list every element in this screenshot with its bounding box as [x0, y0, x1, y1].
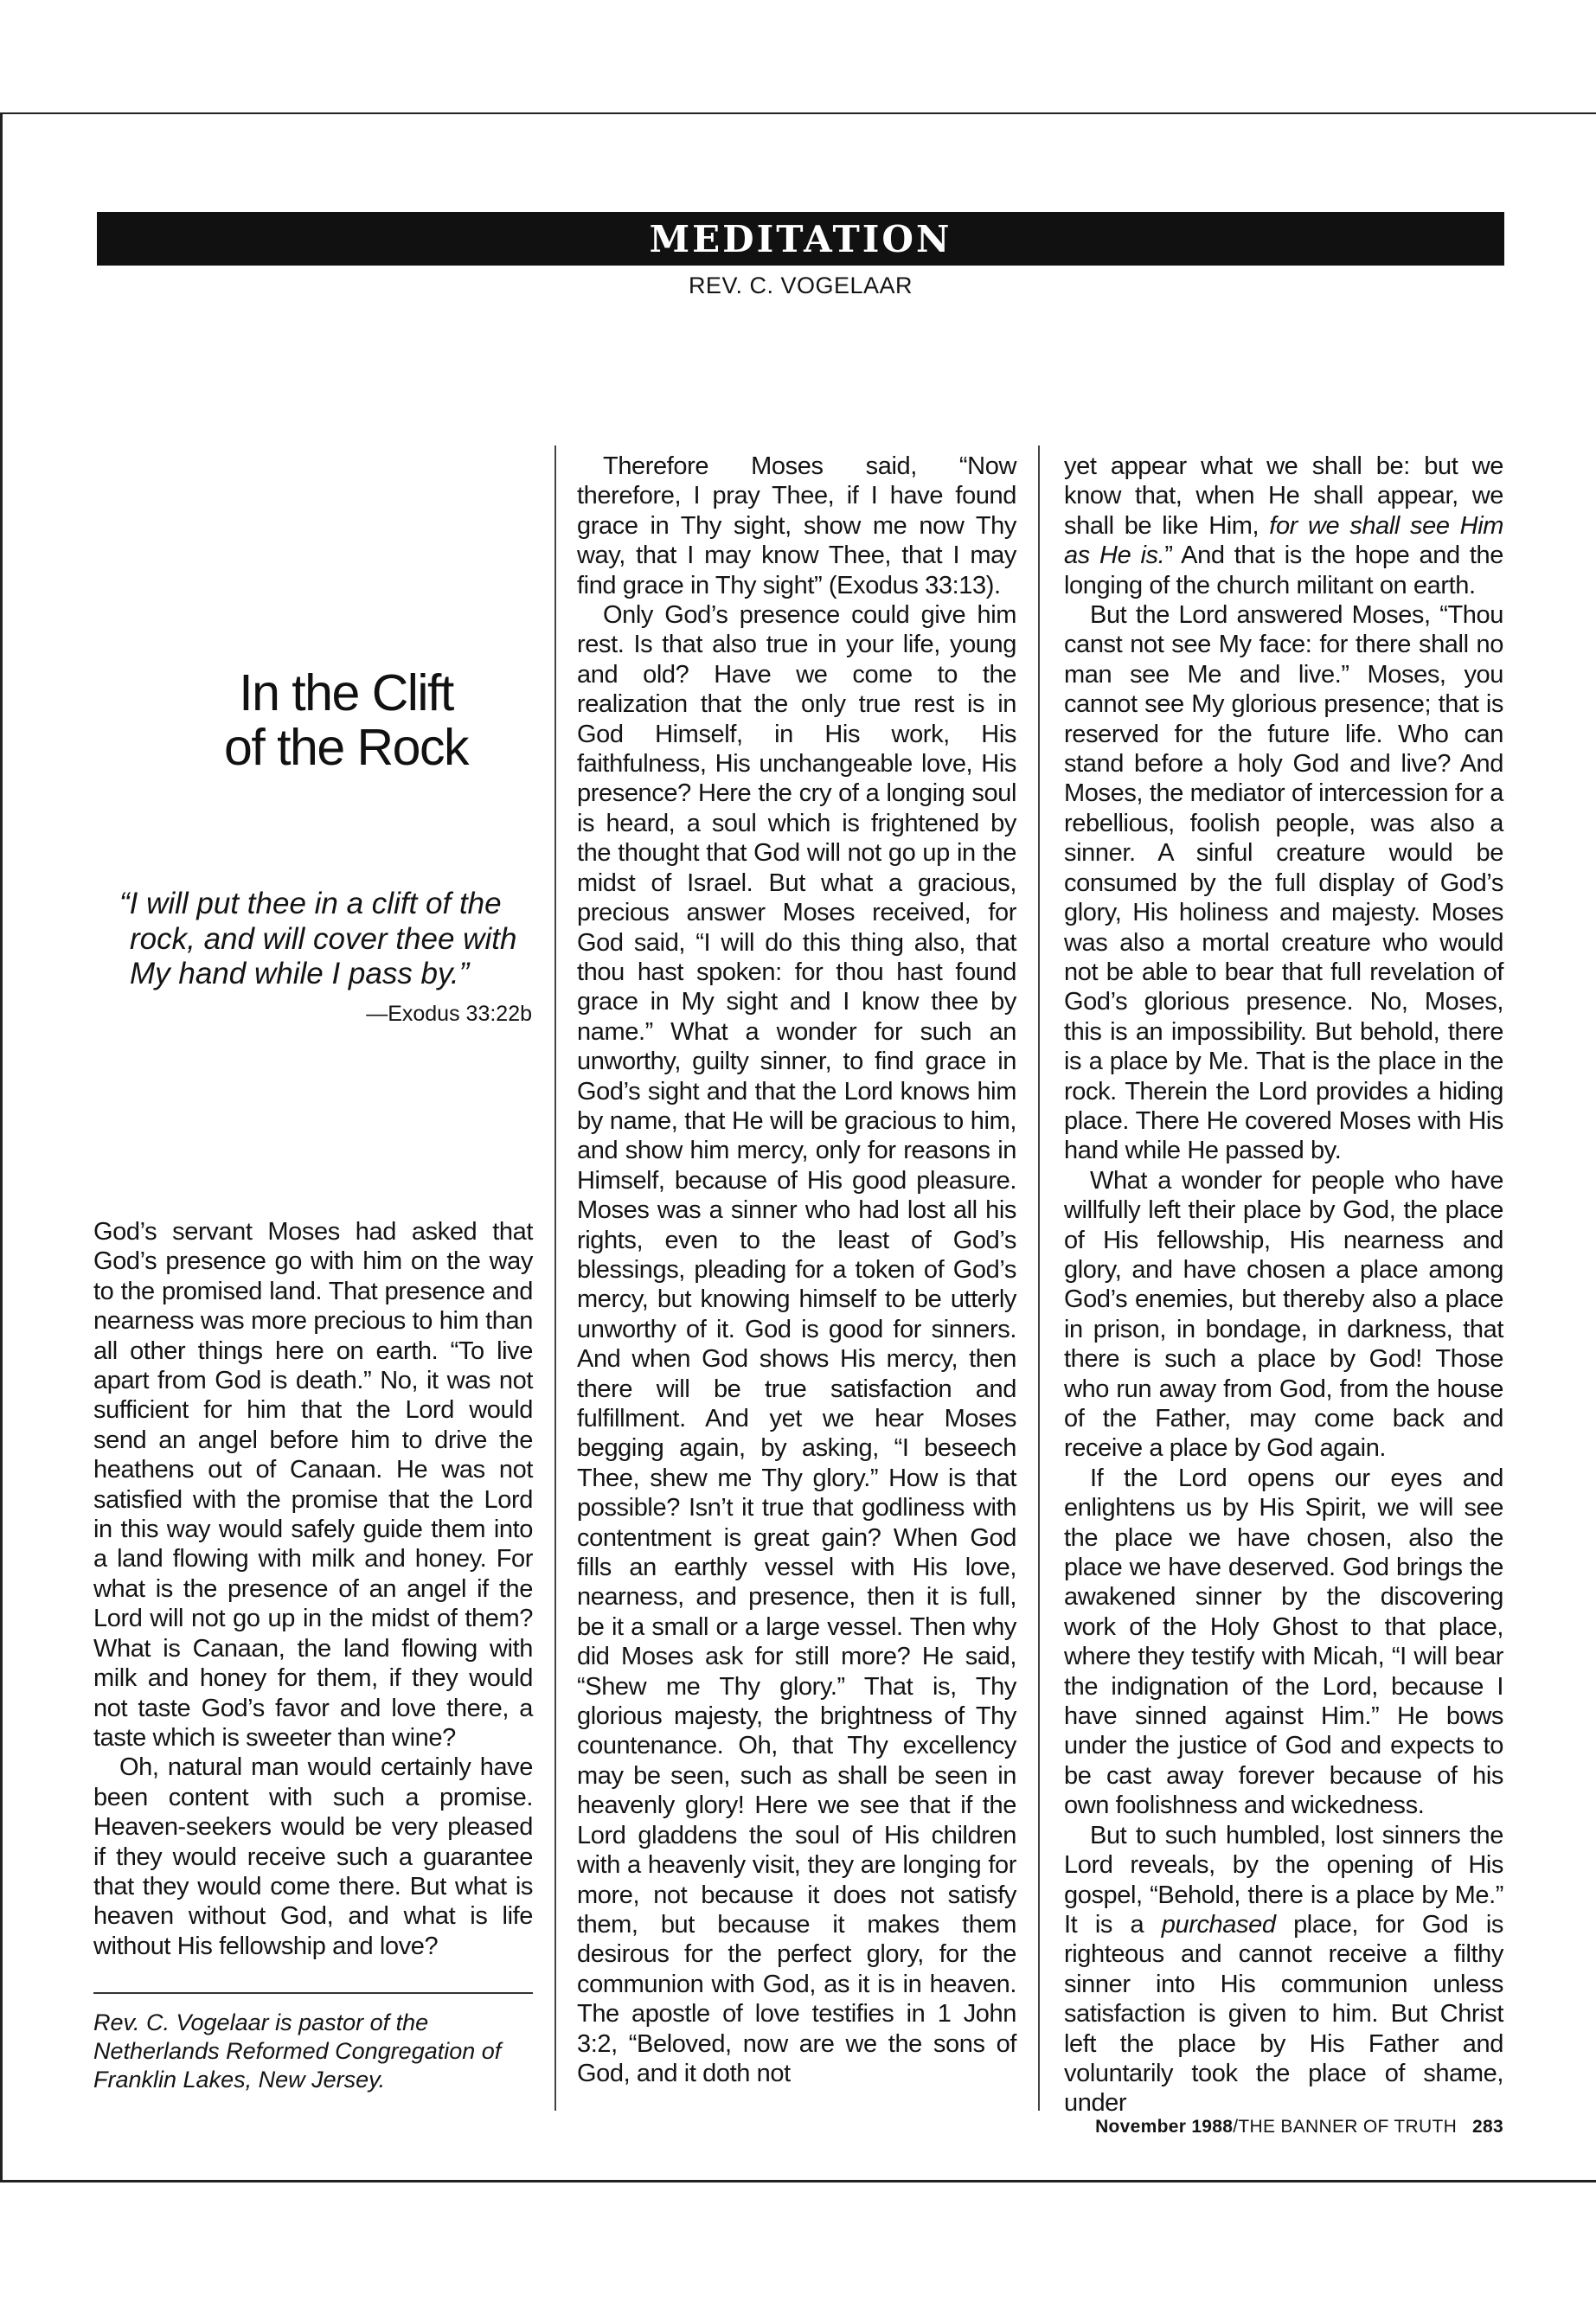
- article-title: [121, 666, 571, 775]
- column-divider: [554, 445, 556, 2111]
- text-run: But to such humbled, lost sinners the Lord reveals, by the opening of His gospel, “Behold, there is a place by Me.” It is a: [1064, 1821, 1503, 1939]
- footer-publication: THE BANNER OF TRUTH: [1238, 2117, 1458, 2137]
- paragraph: But the Lord answered Moses, “Thou canst not see My face: for there shall no man see Me and live.” Moses, you cannot see My glorious presence; that is reserved for the future life. Who can stand before a holy God and live? And Moses, the mediator of intercession for a rebellious, foolish people, was also a sinner. A sinful creature would be consumed by the full display of God’s glory, His holiness and majesty. Moses was also a mortal creature who would not be able to bear that full revelation of God’s glorious presence. No, Moses, this is an impossibility. But behold, there is a place by Me. That is the place in the rock. Therein the Lord provides a hiding place. There He covered Moses with His hand while He passed by.: [1064, 601, 1503, 1165]
- text-run: place, for God is righteous and cannot receive a filthy sinner into His communion unless satisfaction is given to him. But Christ left the place by His Father and voluntarily took the place of shame, under: [1064, 1910, 1503, 2118]
- text-run: ” And that is the hope and the longing of the church militant on earth.: [1064, 542, 1504, 599]
- column-1: [93, 1217, 533, 1961]
- paragraph: God’s servant Moses had asked that God’s presence go with him on the way to the promised land. That presence and nearness was more precious to him than all other things here on earth. “To live apart from God is death.” No, it was not sufficient for him that the Lord would send an angel before him to drive the heathens out of Canaan. He was not satisfied with the promise that the Lord in this way would safely guide them into a land flowing with milk and honey. For what is the presence of an angel if the Lord will not go up in the midst of them? What is Canaan, the land flowing with milk and honey for them, if they would not taste God’s favor and love there, a taste which is sweeter than wine?: [93, 1218, 533, 1752]
- footer-date: November 1988: [1095, 2117, 1234, 2137]
- epigraph-source: —Exodus 33:22b: [366, 1002, 532, 1026]
- page-border-top: [0, 112, 1596, 114]
- article-title-line-2: of the Rock: [224, 719, 468, 777]
- paragraph: [1064, 1821, 1503, 2118]
- article-title-line-1: In the Clift: [239, 664, 453, 721]
- author-byline: REV. C. VOGELAAR: [688, 272, 913, 298]
- paragraph: Oh, natural man would certainly have been content with such a promise. Heaven-seekers would be very pleased if they would receive such a guarantee that they would come there. But what is heaven without God, and what is life without His fellowship and love?: [93, 1753, 533, 1960]
- column-divider: [1038, 445, 1040, 2111]
- column-3: [1064, 452, 1503, 2118]
- page-number: 283: [1472, 2117, 1503, 2137]
- italic-text: for we shall see Him as He is.: [1064, 511, 1503, 570]
- paragraph: [1064, 452, 1503, 600]
- paragraph: What a wonder for people who have willfully left their place by God, the place of His fellowship, His nearness and glory, and have chosen a place among God’s enemies, but thereby also a place in prison, in bondage, in darkness, that there is such a place by God! Those who run away from God, from the house of the Father, may come back and receive a place by God again.: [1064, 1166, 1503, 1463]
- section-banner: [97, 212, 1504, 266]
- page-border-bottom: [0, 2180, 1596, 2182]
- page-border-left: [0, 112, 3, 2180]
- author-note: Rev. C. Vogelaar is pastor of the Netherlands Reformed Congregation of Franklin Lakes, New Jersey.: [93, 2009, 502, 2093]
- section-title: MEDITATION: [649, 217, 952, 260]
- epigraph-quote: “I will put thee in a clift of the rock, and will cover thee with My hand while I pass by.”: [119, 887, 517, 991]
- paragraph: Only God’s presence could give him rest. Is that also true in your life, young and old? Have we come to the realization that the only true rest is in God Himself, in His work, His faithfulness, His unchangeable love, His presence? Here the cry of a longing soul is heard, a soul which is frightened by the thought that God will not go up in the midst of Israel. But what a gracious, precious answer Moses received, for God said, “I will do this thing also, that thou hast spoken: for thou hast found grace in My sight and I know thee by name.” What a wonder for such an unworthy, guilty sinner, to find grace in God’s sight and that the Lord knows him by name, that He will be gracious to him, and show him mercy, only for reasons in Himself, because of His good pleasure. Moses was a sinner who had lost all his rights, even to the least of God’s blessings, pleading for a token of God’s mercy, but knowing himself to be utterly unworthy of it. God is good for sinners. And when God shows His mercy, then there will be true satisfaction and fulfillment. And yet we hear Moses begging again, by asking, “I beseech Thee, shew me Thy glory.” How is that possible? Isn’t it true that godliness with contentment is great gain? When God fills an earthly vessel with His love, nearness, and presence, then it is full, be it a small or a large vessel. Then why did Moses ask for still more? He said, “Shew me Thy glory.” That is, Thy glorious majesty, the brightness of Thy countenance. Oh, that Thy excellency may be seen, such as shall be seen in heavenly glory! Here we see that if the Lord gladdens the soul of His children with a heavenly visit, they are longing for more, not because it does not satisfy them, but because it makes them desirous for the perfect glory, for the communion with God, as it is in heaven. The apostle of love testifies in 1 John 3:2, “Beloved, now are we the sons of God, and it doth not: [577, 601, 1016, 2087]
- note-divider: [93, 1992, 533, 1994]
- paragraph: If the Lord opens our eyes and enlightens us by His Spirit, we will see the place we have chosen, also the place we have deserved. God brings the awakened sinner by the discovering work of the Holy Ghost to that place, where they testify with Micah, “I will bear the indignation of the Lord, because I have sinned against Him.” He bows under the justice of God and expects to be cast away forever because of his own foolishness and wickedness.: [1064, 1464, 1503, 1820]
- page-footer: [1064, 2117, 1503, 2138]
- column-2: [577, 452, 1016, 2088]
- text-run: yet appear what we shall be: but we know that, when He shall appear, we shall be like Him,: [1064, 452, 1503, 540]
- paragraph: Therefore Moses said, “Now therefore, I pray Thee, if I have found grace in Thy sight, show me now Thy way, that I may know Thee, that I may find grace in Thy sight” (Exodus 33:13).: [577, 452, 1016, 599]
- italic-text: purchased: [1161, 1910, 1276, 1939]
- footer-separator: /: [1233, 2117, 1239, 2137]
